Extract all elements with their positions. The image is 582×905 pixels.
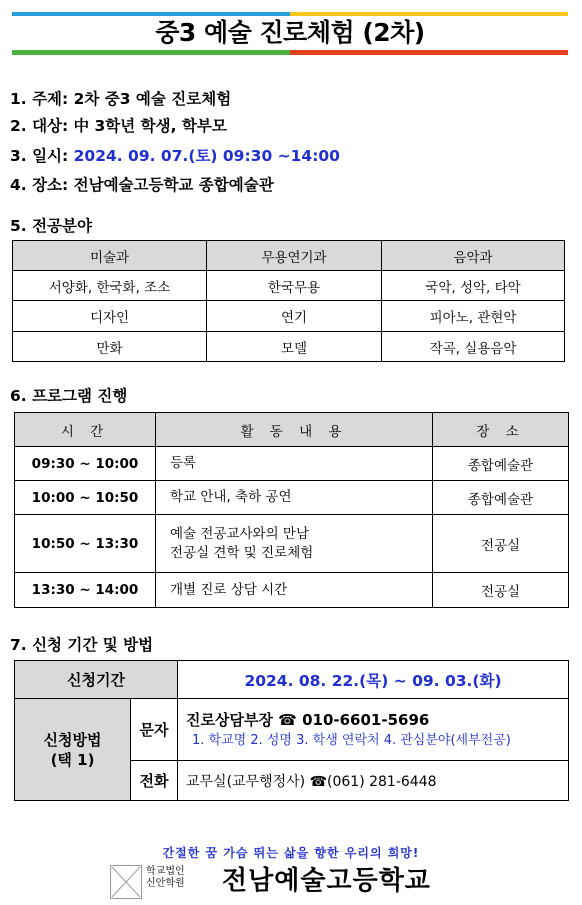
major-cell: 작곡, 실용음악	[382, 332, 565, 362]
page-title: 중3 예술 진로체험 (2차)	[155, 18, 425, 47]
sms-contact: 진로상담부장 ☎ 010-6601-5696	[186, 710, 430, 729]
major-cell: 국악, 성악, 타악	[382, 271, 565, 301]
info-datetime	[10, 146, 340, 166]
table-row	[15, 481, 569, 515]
program-time: 10:00 ~ 10:50	[15, 481, 156, 515]
sms-content-guide: 1. 학교명 2. 성명 3. 학생 연락처 4. 관심분야(세부전공)	[192, 732, 511, 748]
major-cell: 피아노, 관현악	[382, 301, 565, 332]
table-row	[15, 447, 569, 481]
program-header: 장 소	[433, 413, 569, 447]
school-slogan: 간절한 꿈 가슴 뛰는 삶을 향한 우리의 희망!	[162, 846, 420, 860]
major-header: 음악과	[382, 241, 565, 271]
info-topic-label: 1. 주제:	[10, 90, 74, 108]
section7-heading: 7. 신청 기간 및 방법	[10, 636, 154, 654]
application-table	[14, 660, 569, 801]
program-table	[14, 412, 569, 608]
table-row	[15, 515, 569, 573]
major-cell: 서양화, 한국화, 조소	[13, 271, 207, 301]
program-header: 활 동 내 용	[156, 413, 433, 447]
major-header: 미술과	[13, 241, 207, 271]
info-target-value: 中 3학년 학생, 학부모	[73, 117, 227, 135]
info-place-value: 전남예술고등학교 종합예술관	[73, 176, 274, 194]
foundation-name: 학교법인 신안학원	[146, 866, 185, 889]
major-cell: 만화	[13, 332, 207, 362]
program-header: 시 간	[15, 413, 156, 447]
program-activity: 등록	[156, 447, 433, 481]
program-activity: 개별 진로 상담 시간	[156, 573, 433, 608]
program-time: 13:30 ~ 14:00	[15, 573, 156, 608]
major-cell: 디자인	[13, 301, 207, 332]
info-target	[10, 116, 227, 136]
info-place-label: 4. 장소:	[10, 176, 74, 194]
info-datetime-value: 2024. 09. 07.(토) 09:30 ~14:00	[73, 147, 340, 165]
sms-detail	[178, 699, 569, 761]
title-bottom-bar	[12, 50, 568, 55]
major-table	[12, 240, 565, 362]
section6-heading: 6. 프로그램 진행	[10, 387, 128, 405]
major-header: 무용연기과	[207, 241, 382, 271]
program-time: 10:50 ~ 13:30	[15, 515, 156, 573]
program-place: 전공실	[433, 515, 569, 573]
info-place	[10, 175, 274, 195]
major-cell: 한국무용	[207, 271, 382, 301]
info-topic-value: 2차 중3 예술 진로체험	[73, 90, 232, 108]
table-row	[13, 271, 565, 301]
major-cell: 모델	[207, 332, 382, 362]
phone-value: 교무실(교무행정사) ☎(061) 281-6448	[178, 761, 569, 801]
period-label: 신청기간	[15, 661, 178, 699]
table-row	[13, 301, 565, 332]
section5-heading: 5. 전공분야	[10, 217, 92, 235]
period-value: 2024. 08. 22.(목) ~ 09. 03.(화)	[178, 661, 569, 699]
major-cell: 연기	[207, 301, 382, 332]
school-name: 전남예술고등학교	[222, 866, 431, 896]
program-place: 전공실	[433, 573, 569, 608]
info-datetime-label: 3. 일시:	[10, 147, 74, 165]
program-place: 종합예술관	[433, 447, 569, 481]
info-topic	[10, 89, 231, 109]
program-activity: 예술 전공교사와의 만남 전공실 견학 및 진로체험	[156, 515, 433, 573]
table-row	[15, 573, 569, 608]
program-place: 종합예술관	[433, 481, 569, 515]
program-activity: 학교 안내, 축하 공연	[156, 481, 433, 515]
school-logo-icon	[110, 865, 142, 899]
info-target-label: 2. 대상:	[10, 117, 74, 135]
method-label: 신청방법 (택 1)	[15, 699, 131, 801]
sms-label: 문자	[131, 699, 178, 761]
program-time: 09:30 ~ 10:00	[15, 447, 156, 481]
phone-label: 전화	[131, 761, 178, 801]
table-row	[13, 332, 565, 362]
